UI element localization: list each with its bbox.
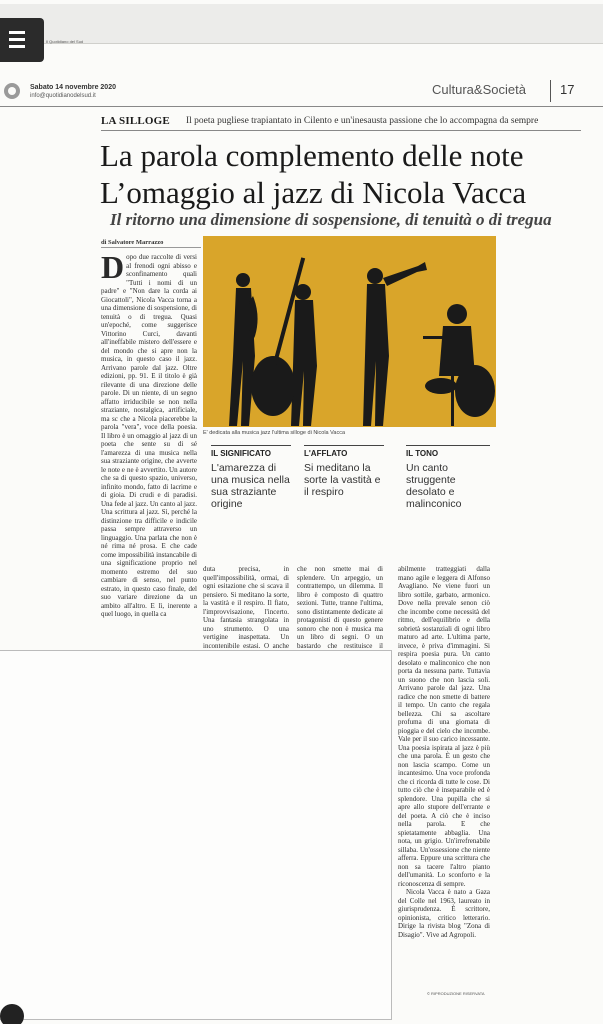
pullquote-rule <box>211 445 291 446</box>
section-name: Cultura&Società <box>432 82 526 97</box>
header-divider <box>550 80 551 102</box>
page-number: 17 <box>560 82 575 97</box>
title-line-1: La parola complemento delle note <box>100 138 524 173</box>
header-rule <box>0 106 603 107</box>
pullquote-text: L'amarezza di una musica nella sua straziante origine <box>211 462 290 510</box>
article-kicker-sub: Il poeta pugliese trapiantato in Cilento e un'inesausta passione che lo accompagna da sempre <box>186 116 539 126</box>
blank-ad-area <box>0 650 392 1020</box>
pullquote-label: IL TONO <box>406 449 439 458</box>
article-title <box>100 137 526 211</box>
pullquote-rule <box>304 445 384 446</box>
column-1-text: opo due raccolte di versi al frenodi ogni abisso e sconfinamento quali "Tutti i nomi di un padre" e "Non dare la corda ai Giocattoli", Nicola Vacca torna a una dimensione di sospensione, di tenuità o di tregua. Quasi un'epoché, come suggerisce Vittorino Curci, davanti all'ineffabile mistero dell'essere e del mondo che si apre non la musica, in questo caso il jazz. Arrivano parole dal jazz. Oltre edizioni, pp. 91. E il titolo è già rilevante di una direzione delle parole. Di un niente, di un segno affatto irriducibile se non nella straziante, nostalgica, artificiale, ma sc che a Nicola piacerebbe la parola "vera", voce della poesia. Il libro è un omaggio al jazz di un poeta che sente su di sé l'amarezza di una musica nella sua straziante origine, che avverte le note e ne è avvertito. Un autore che sa di questo spazio, universo, infinito mondo, fatto di lacrime e di gioia. Di crudi e di paradisi. Una fede al jazz. Un canto al jazz. Una scrittura al jazz. Sì, perché la distinzione tra difficile e indicile passa sempre attraverso un linguaggio. Una parlata che non è né rima né prosa. E che cade come impossibilità instancabile di una significazione proprio nel momento estremo del suo cambiare di senso, nel punto estrato, in questo caso finale, del suo variare direzione da un ambito all'altro. E lì, inerente a quel luogo, in quella ca <box>101 253 197 618</box>
newspaper-logo-icon <box>4 83 20 99</box>
article-column-3: che non smette mai di splendere. Un arpeggio, un contrattempo, un dilemma. Il libro è composto di quattro sezioni. Tutte, tranne l'ultima, sono distintamente dedicate ai protagonisti di questo genere sonoro che non è musica ma un libro di segni. O un bastardo che restituisce il <box>297 565 383 650</box>
column-4-text: abilmente tratteggiati dalla mano agile e leggera di Alfonso Avagliano. Ne viene fuori un libro sottile, garbato, armonico. Dove nella prevale senon ciò che incombe come necessità del ritmo, dell'equilibrio e della sobrietà sostanziali di ogni libro maturo ad arte. L'ultima parte, invece, è priva d'immagini. Si respira poesia pura. Un canto desolato e malinconico che non porta da nessuna parte. Tuttavia un suono che non lascia soli. Arrivano parole dal jazz. Una radice che non smette di battere il tempo. Un canto che regala bellezza. Chi sa ascoltare profuma di una giornata di pioggia e del cielo che incombe. Vale per il suo carico incessante. Una poesia ispirata al jazz è più che una parola. È un gesto che non lascia scampo. Come un incantesimo. Una voce profonda che ci ricorda di tutte le cose. Di tutto ciò che è inseparabile ed è splendore. Una pupilla che si apre allo stupore dell'errante e del poeta. A ciò che è inciso nella parola. E che spietatamente abbaglia. Una nota, un grigio. Un'irrefrenabile sillaba. Un'ossessione che niente afferra. Eppure una scrittura che non sa tacere l'altro pianto dell'umanità. Lo sconforto e la riconoscenza di sempre. <box>398 565 490 888</box>
menu-icon <box>9 31 25 34</box>
pullquote-tono <box>406 445 490 510</box>
menu-button[interactable] <box>0 18 44 62</box>
photo-caption: E' dedicata alla musica jazz l'ultima silloge di Nicola Vacca <box>203 430 346 436</box>
title-line-2: L’omaggio al jazz di Nicola Vacca <box>100 175 527 210</box>
pullquote-label: IL SIGNIFICATO <box>211 449 272 458</box>
dropcap: D <box>101 253 125 285</box>
article-column-2: duta precisa, in quell'impossibilità, ormai, di ogni esitazione che si scava il pensiero. Si meditano la sorte, la vastità e il respiro. Il fiato, l'improvvisazione, l'incerto. Una fantasia strangolata in uno strumento. O una vertigine inaspettata. Un incontenibile estasi. O anche <box>203 565 289 650</box>
menu-icon-bar <box>9 45 25 48</box>
byline-rule <box>101 247 201 248</box>
pullquote-text: Un canto struggente desolato e malinconico <box>406 462 462 510</box>
pullquote-text: Si meditano la sorte la vastità e il respiro <box>304 462 381 498</box>
publication-mini-title: Il Quotidiano del Sud <box>46 39 84 44</box>
jazz-silhouette-illustration <box>203 236 496 427</box>
jazz-band-photo <box>203 236 496 427</box>
article-subtitle: Il ritorno una dimensione di sospensione, di tenuità o di tregua <box>110 210 552 229</box>
top-toolbar-strip <box>0 4 603 44</box>
corner-icon[interactable] <box>0 1004 24 1024</box>
pullquote-label: L'AFFLATO <box>304 449 348 458</box>
kicker-rule <box>101 130 581 131</box>
menu-icon-bar <box>9 38 25 41</box>
pullquote-significato <box>211 445 291 510</box>
pullquote-afflato <box>304 445 384 498</box>
issue-date: Sabato 14 novembre 2020 <box>30 84 116 91</box>
contact-email: info@quotidianodelsud.it <box>30 93 96 99</box>
pullquote-rule <box>406 445 490 446</box>
copyright-notice: © RIPRODUZIONE RISERVATA <box>427 991 485 996</box>
author-bio: Nicola Vacca è nato a Gaza del Colle nel 1963, laureato in giurisprudenza. È scrittore, opinionista, critico letterario. Dirige la rivista blog "Zona di Disagio". Vive ad Agropoli. <box>398 888 490 939</box>
byline: di Salvatore Marrazzo <box>101 239 164 246</box>
article-kicker: LA SILLOGE <box>101 115 170 127</box>
article-column-4 <box>398 565 490 997</box>
